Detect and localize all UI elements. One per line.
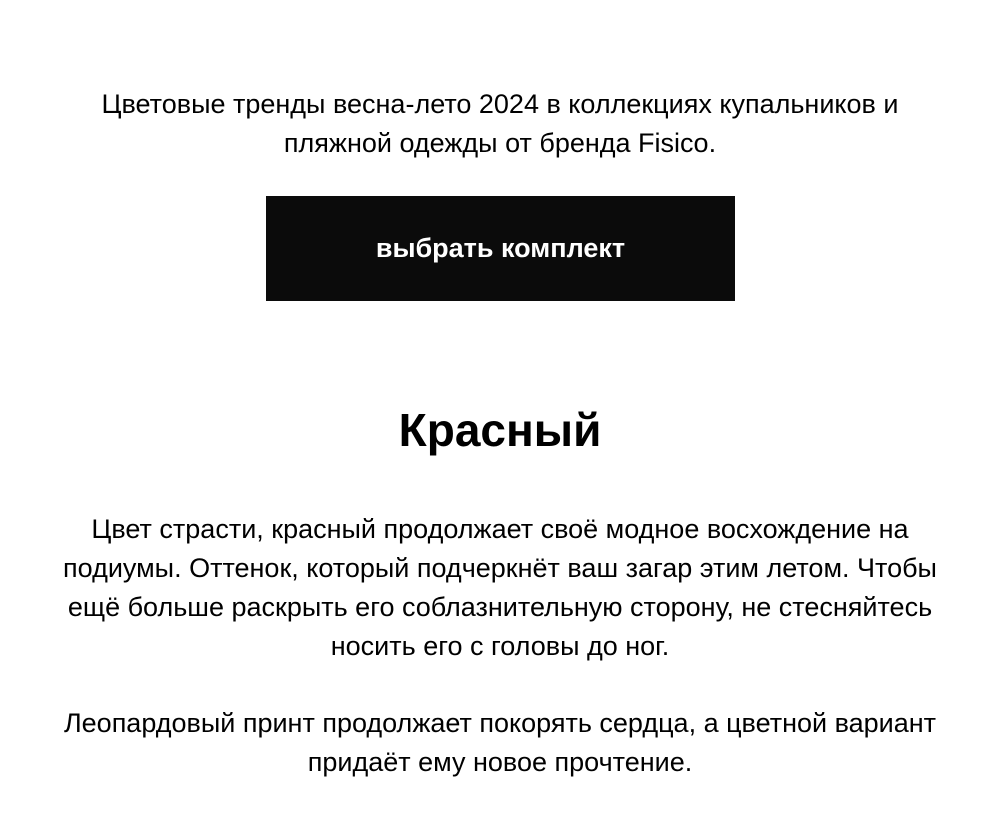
choose-set-button-label: выбрать комплект [375, 233, 626, 263]
section-paragraph: Цвет страсти, красный продолжает своё модное восхождение на подиумы. Оттенок, который подчеркнёт ваш загар этим летом. Чтобы ещё больше раскрыть его соблазнительную сторону, не стесняйтесь носить его с головы до ног. [63, 514, 937, 661]
choose-set-button[interactable] [266, 196, 735, 301]
section-paragraph: Леопардовый принт продолжает покорять сердца, а цветной вариант придаёт ему новое прочтение. [63, 708, 937, 777]
section-heading: Красный [398, 404, 602, 456]
intro-text: Цветовые тренды весна-лето 2024 в коллекциях купальников и пляжной одежды от бренда Fisico. [101, 89, 899, 158]
